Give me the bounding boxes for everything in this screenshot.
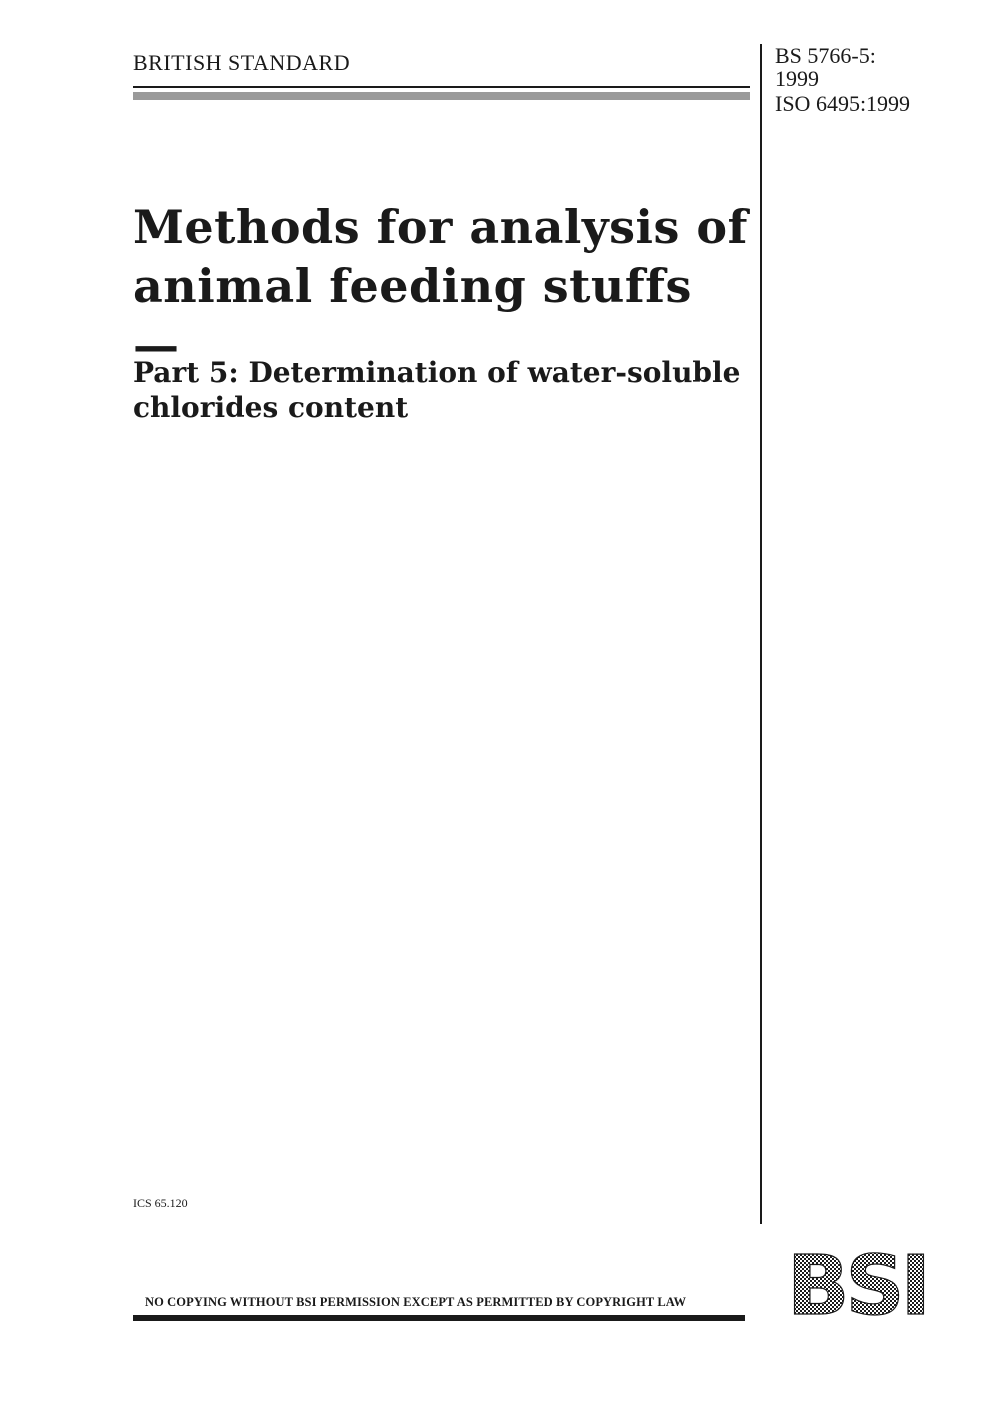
ics-code: ICS 65.120 — [133, 1196, 188, 1210]
bs-number-line2: 1999 — [775, 66, 819, 91]
header-rule — [133, 86, 750, 100]
document-title — [133, 198, 748, 375]
document-subtitle — [133, 355, 748, 425]
bs-number-line1: BS 5766-5: — [775, 43, 876, 68]
document-category-label: BRITISH STANDARD — [133, 50, 351, 75]
subtitle-line-1: Part 5: Determination of water-soluble — [133, 356, 741, 389]
footer-rule — [133, 1315, 745, 1321]
subtitle-line-2: chlorides content — [133, 391, 409, 424]
title-line-1: Methods for analysis of — [133, 200, 748, 254]
vertical-divider — [760, 44, 762, 1224]
standard-numbers — [775, 44, 910, 115]
svg-text:BSI: BSI — [786, 1244, 928, 1322]
header-rule-thin — [133, 86, 750, 88]
bsi-logo-icon — [770, 1244, 945, 1322]
copyright-notice: NO COPYING WITHOUT BSI PERMISSION EXCEPT AS PERMITTED BY COPYRIGHT LAW — [145, 1295, 687, 1309]
title-line-2: animal feeding stuffs — — [133, 259, 692, 372]
header-rule-thick — [133, 92, 750, 100]
iso-number: ISO 6495:1999 — [775, 91, 911, 116]
